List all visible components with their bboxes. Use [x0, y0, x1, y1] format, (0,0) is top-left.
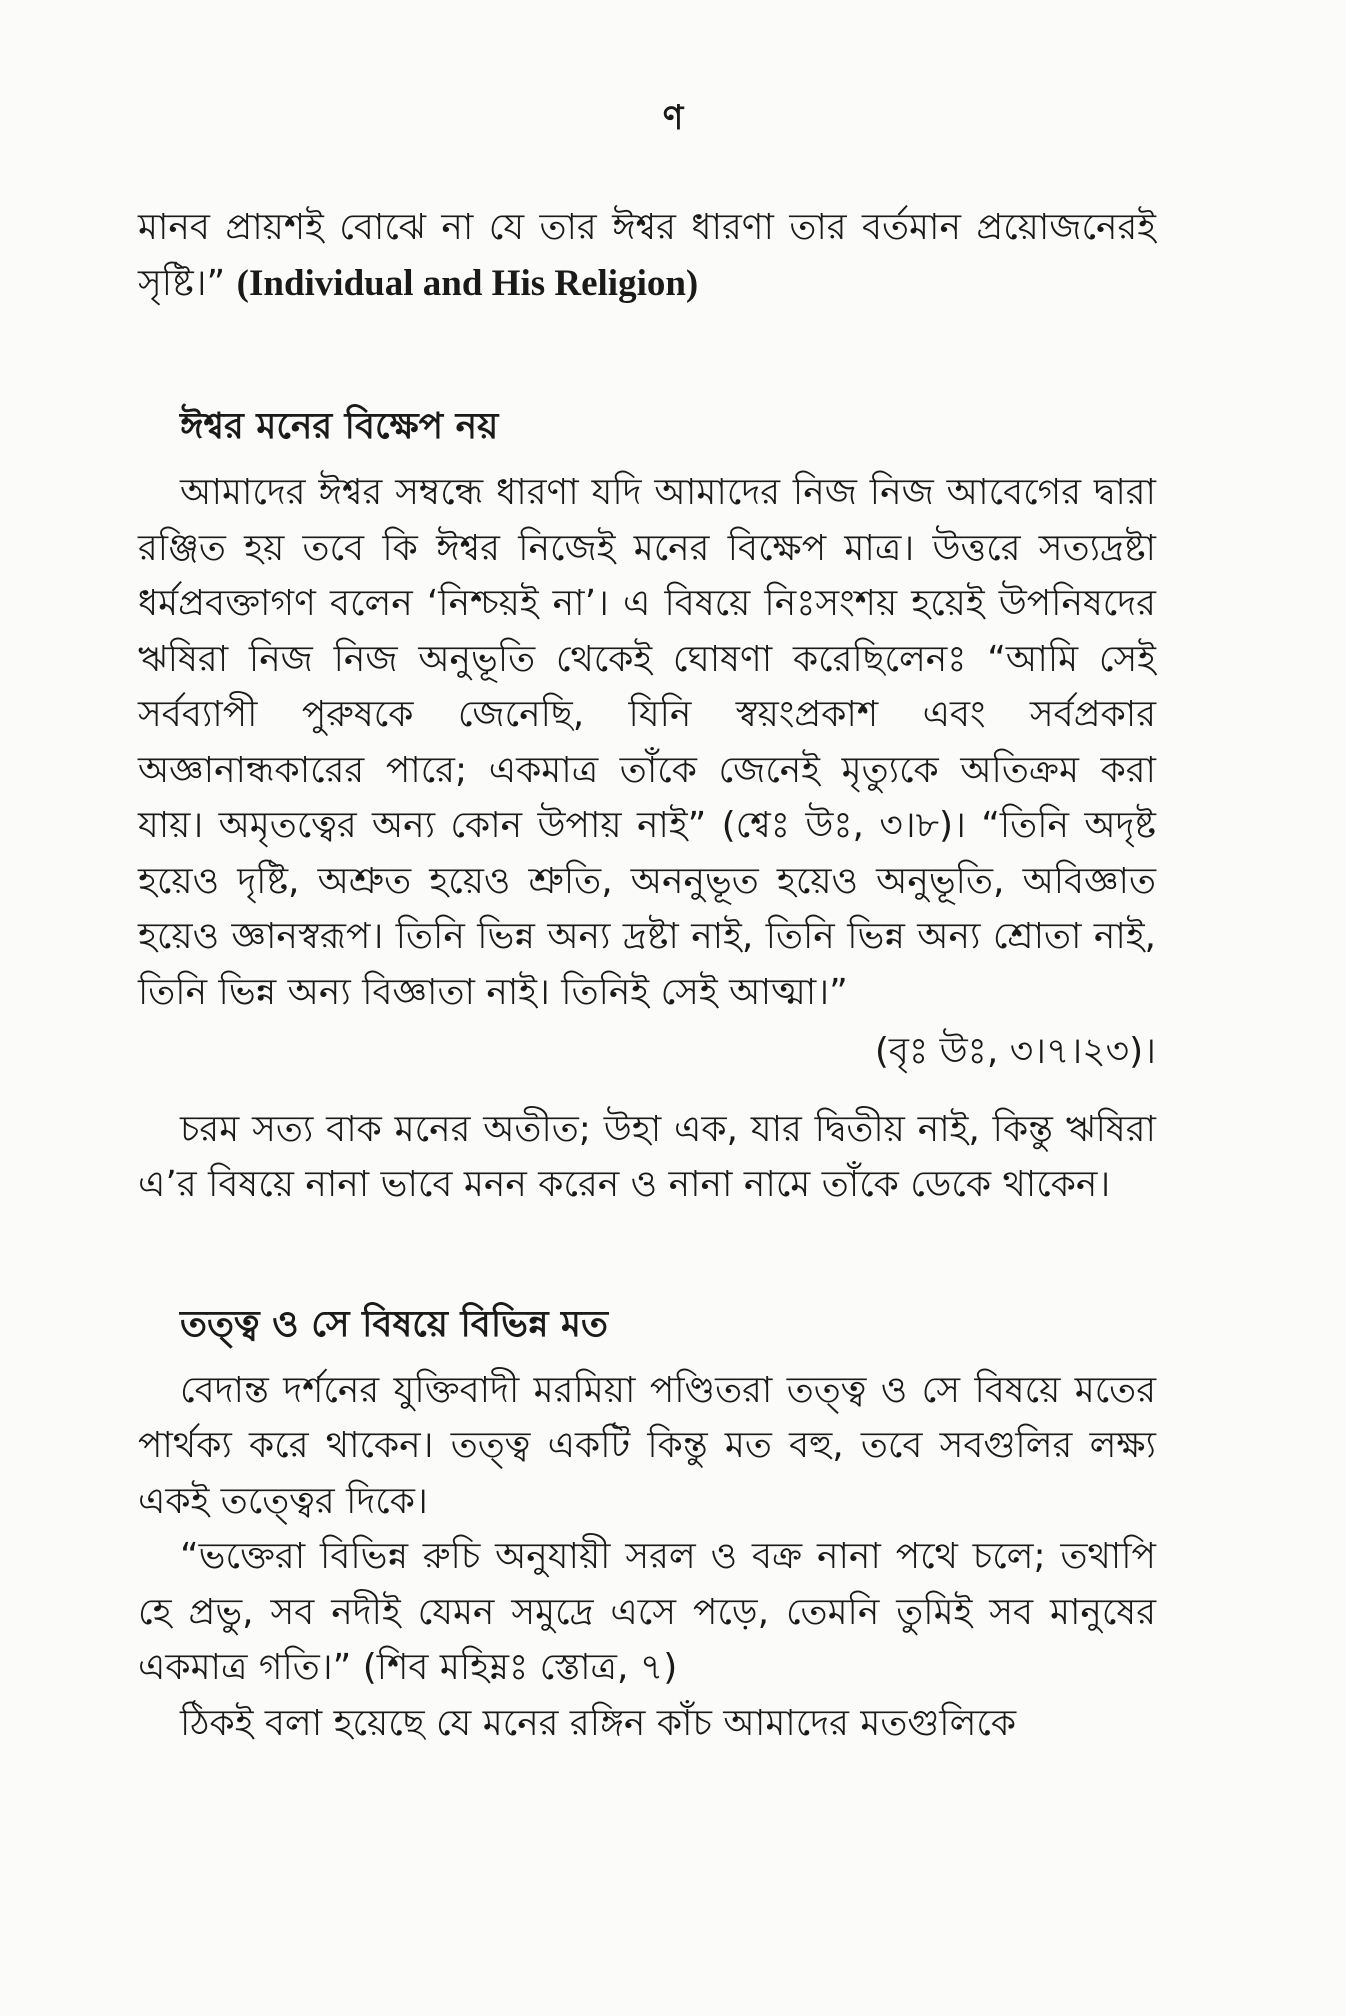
section1-paragraph-2: চরম সত্য বাক মনের অতীত; উহা এক, যার দ্বিতীয় নাই, কিন্তু ঋষিরা এ’র বিষয়ে নানা ভাবে মনন করেন ও নানা নামে তাঁকে ডেকে থাকেন। [138, 1108, 1156, 1205]
section2-paragraph-1: বেদান্ত দর্শনের যুক্তিবাদী মরমিয়া পণ্ডিতরা তত্ত্ব ও সে বিষয়ে মতের পার্থক্য করে থাকেন। তত্ত্ব একটি কিন্তু মত বহু, তবে সবগুলির লক্ষ্য একই তত্ত্বের দিকে। [138, 1369, 1156, 1522]
continuation-text: মানব প্রায়শই বোঝে না যে তার ঈশ্বর ধারণা তার বর্তমান প্রয়োজনেরই সৃষ্টি।” [138, 207, 1156, 304]
section2-paragraph-3: ঠিকই বলা হয়েছে যে মনের রঙ্গিন কাঁচ আমাদের মতগুলিকে [180, 1702, 1017, 1744]
section-god-not-projection [138, 397, 1156, 1213]
section1-paragraph-1: আমাদের ঈশ্বর সম্বন্ধে ধারণা যদি আমাদের নিজ নিজ আবেগের দ্বারা রঞ্জিত হয় তবে কি ঈশ্বর নিজেই মনের বিক্ষেপ মাত্র। উত্তরে সত্যদ্রষ্টা ধর্মপ্রবক্তাগণ বলেন ‘নিশ্চয়ই না’। এ বিষয়ে নিঃসংশয় হয়েই উপনিষদের ঋষিরা নিজ নিজ অনুভূতি থেকেই ঘোষণা করেছিলেনঃ “আমি সেই সর্বব্যাপী পুরুষকে জেনেছি, যিনি স্বয়ংপ্রকাশ এবং সর্বপ্রকার অজ্ঞানান্ধকারের পারে; একমাত্র তাঁকে জেনেই মৃত্যুকে অতিক্রম করা যায়। অমৃতত্বের অন্য কোন উপায় নাই” (শ্বেঃ উঃ, ৩।৮)। “তিনি অদৃষ্ট হয়েও দৃষ্টি, অশ্রুত হয়েও শ্রুতি, অননুভূত হয়েও অনুভূতি, অবিজ্ঞাত হয়েও জ্ঞানস্বরূপ। তিনি ভিন্ন অন্য দ্রষ্টা নাই, তিনি ভিন্ন অন্য শ্রোতা নাই, তিনি ভিন্ন অন্য বিজ্ঞাতা নাই। তিনিই সেই আত্মা।” [138, 472, 1156, 1013]
continuation-paragraph [138, 200, 1156, 311]
section1-citation: (বৃঃ উঃ, ৩।৭।২৩)। [874, 1031, 1156, 1072]
page-number: ণ [662, 98, 684, 138]
section-truth-and-views [138, 1295, 1156, 1752]
section-heading-2: তত্ত্ব ও সে বিষয়ে বিভিন্ন মত [180, 1303, 609, 1345]
book-title-citation: (Individual and His Religion) [236, 262, 699, 304]
section-heading-1: ঈশ্বর মনের বিক্ষেপ নয় [180, 406, 499, 447]
section2-paragraph-2: “ভক্তেরা বিভিন্ন রুচি অনুযায়ী সরল ও বক্র নানা পথে চলে; তথাপি হে প্রভু, সব নদীই যেমন সমুদ্রে এসে পড়ে, তেমনি তুমিই সব মানুষের একমাত্র গতি।” (শিব মহিম্নঃ স্তোত্র, ৭) [138, 1536, 1156, 1688]
text-column [138, 200, 1156, 1751]
